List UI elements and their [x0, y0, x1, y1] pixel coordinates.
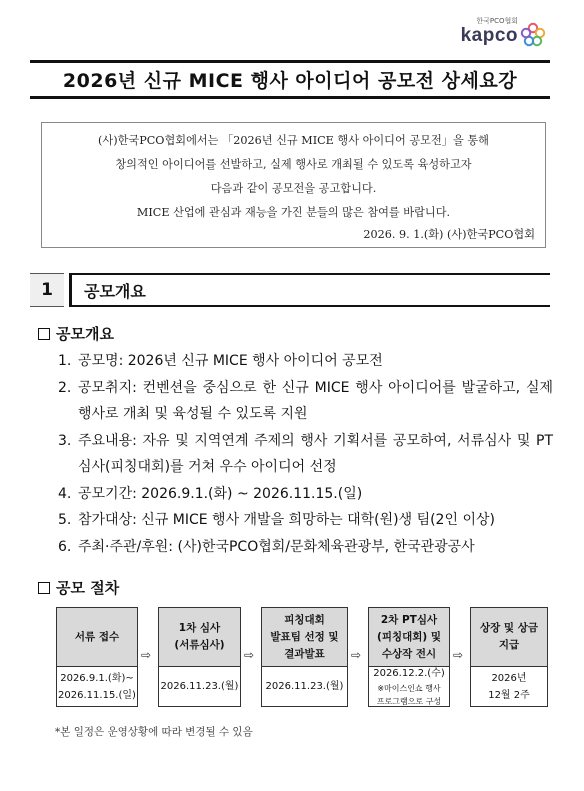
procedure-step-date [262, 667, 347, 706]
step-date-line: 2026.11.23.(월) [160, 681, 239, 692]
procedure-step-date [471, 667, 547, 706]
procedure-step [56, 607, 138, 707]
step-title-line: 2차 PT심사 [380, 613, 438, 626]
section-heading [30, 273, 550, 307]
square-bullet-icon [38, 582, 50, 594]
announcement-line: 창의적인 아이디어를 선발하고, 실제 행사로 개최될 수 있도록 육성하고자 [115, 158, 472, 171]
overview-list [58, 348, 553, 560]
item-number: 2. [58, 379, 72, 396]
procedure-step-date [57, 667, 137, 706]
logo-wordmark: kapco [460, 25, 518, 46]
step-title-line: (서류심사) [174, 639, 225, 651]
arrow-right-icon: ⇨ [141, 648, 152, 662]
item-text: 주요내용: 자유 및 지역연계 주제의 행사 기획서를 공모하여, 서류심사 및 PT심사(피칭대회)를 거쳐 우수 아이디어 선정 [78, 432, 553, 475]
step-date-line: 2026.11.23.(월) [265, 681, 344, 692]
procedure-step-date [369, 667, 449, 706]
step-title-line: 상장 및 상금 [479, 622, 539, 634]
procedure-step [261, 607, 348, 707]
announcement-date: 2026. 9. 1.(화) (사)한국PCO협회 [363, 228, 535, 241]
logo-subtext: 한국PCO협회 [476, 17, 518, 25]
step-date-line: 2026.9.1.(화)~ [60, 672, 134, 684]
procedure-step [470, 607, 548, 707]
procedure-step-title [57, 608, 137, 667]
step-title-line: 서류 접수 [74, 630, 120, 643]
step-title-line: 결과발표 [284, 647, 325, 660]
step-note-line: 프로그램으로 구성 [376, 697, 442, 706]
item-text: 참가대상: 신규 MICE 행사 개발을 희망하는 대학(원)생 팀(2인 이상) [78, 512, 495, 528]
step-title-line: 수상작 전시 [381, 647, 437, 660]
item-text: 공모명: 2026년 신규 MICE 행사 아이디어 공모전 [78, 353, 383, 369]
list-item [58, 348, 553, 375]
item-number: 5. [58, 512, 72, 528]
procedure-step-date [159, 667, 240, 706]
procedure-step [368, 607, 450, 707]
item-text: 공모기간: 2026.9.1.(화) ~ 2026.11.15.(일) [78, 485, 363, 502]
procedure-step-title [262, 608, 347, 667]
document-title-box [30, 60, 550, 99]
section-label: 공모개요 [72, 273, 550, 307]
item-number: 3. [58, 432, 72, 449]
announcement-line: 다음과 같이 공모전을 공고합니다. [210, 182, 377, 195]
step-title-line: 발표팀 선정 및 [270, 630, 339, 643]
arrow-right-icon: ⇨ [453, 648, 464, 662]
procedure-heading [38, 577, 119, 598]
step-title-line: 1차 심사 [178, 622, 221, 634]
item-number: 1. [58, 353, 72, 369]
procedure-step-title [159, 608, 240, 667]
overview-heading-text: 공모개요 [56, 325, 114, 343]
announcement-box [41, 122, 546, 248]
step-date-line: 12월 2주 [488, 689, 530, 701]
list-item [58, 428, 553, 481]
step-note-line: ※마이스인쇼 행사 [377, 684, 441, 693]
item-number: 4. [58, 485, 72, 502]
item-text: 공모취지: 컨벤션을 중심으로 한 신규 MICE 행사 아이디어를 발굴하고, 실제 행사로 개최 및 육성될 수 있도록 지원 [78, 379, 553, 422]
step-date-line: 2026.12.2.(수) [373, 668, 445, 679]
announcement-line: MICE 산업에 관심과 재능을 가진 분들의 많은 참여를 바랍니다. [136, 206, 451, 219]
section-number: 1 [30, 273, 64, 307]
step-title-line: 피칭대회 [284, 613, 325, 626]
item-number: 6. [58, 538, 72, 555]
step-date-line: 2026년 [491, 672, 527, 684]
list-item [58, 375, 553, 428]
procedure-step-title [369, 608, 449, 667]
footnote: *본 일정은 운영상황에 따라 변경될 수 있음 [55, 726, 253, 738]
step-title-line: 지급 [498, 639, 520, 651]
step-title-line: (피칭대회) 및 [377, 630, 441, 643]
step-date-line: 2026.11.15.(일) [58, 689, 136, 701]
procedure-step-title [471, 608, 547, 667]
procedure-step [158, 607, 241, 707]
square-bullet-icon [38, 328, 50, 340]
overview-heading [38, 323, 114, 344]
procedure-heading-text: 공모 절차 [56, 579, 120, 597]
arrow-right-icon: ⇨ [351, 648, 362, 662]
announcement-line: (사)한국PCO협회에서는 「2026년 신규 MICE 행사 아이디어 공모전」을 통해 [98, 134, 489, 147]
item-text: 주최·주관/후원: (사)한국PCO협회/문화체육관광부, 한국관광공사 [78, 538, 475, 555]
document-title: 2026년 신규 MICE 행사 아이디어 공모전 상세요강 [62, 70, 518, 92]
list-item [58, 534, 553, 561]
kapco-flower-icon [520, 22, 546, 48]
arrow-right-icon: ⇨ [244, 648, 255, 662]
list-item [58, 481, 553, 508]
list-item [58, 507, 553, 534]
kapco-logo [426, 16, 546, 52]
